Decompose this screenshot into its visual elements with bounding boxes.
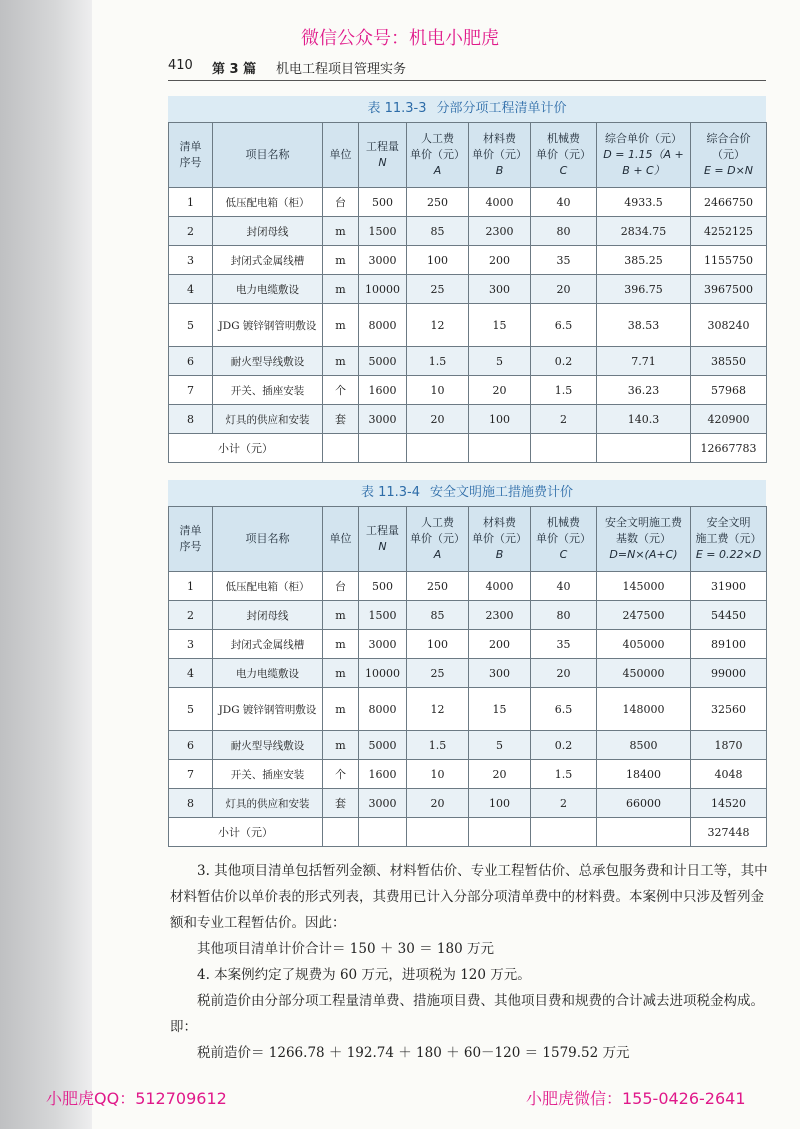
cell-name: 低压配电箱（柜） (213, 572, 323, 601)
cell-unit: 个 (323, 376, 359, 405)
cell-no: 5 (169, 688, 213, 731)
cell-total: 420900 (691, 405, 767, 434)
table-row (169, 246, 767, 275)
col-header-total: 综合合价（元） E = D×N (691, 123, 767, 188)
cell-base: 405000 (597, 630, 691, 659)
cell-unit: m (323, 731, 359, 760)
table-row (169, 405, 767, 434)
cell-empty (469, 434, 531, 463)
cell-unit: m (323, 630, 359, 659)
cell-no: 8 (169, 789, 213, 818)
cell-unit: m (323, 601, 359, 630)
cell-labor: 12 (407, 304, 469, 347)
cell-total: 57968 (691, 376, 767, 405)
col-header-safety-fee: 安全文明 施工费（元） E = 0.22×D (691, 507, 767, 572)
cell-empty (407, 434, 469, 463)
cell-total: 4252125 (691, 217, 767, 246)
cell-total: 38550 (691, 347, 767, 376)
cell-no: 4 (169, 275, 213, 304)
subtotal-value: 12667783 (691, 434, 767, 463)
cell-unit-price: 36.23 (597, 376, 691, 405)
paragraph: 税前造价＝ 1266.78 ＋ 192.74 ＋ 180 ＋ 60－120 ＝ 1579.52 万元 (197, 1045, 630, 1061)
cell-labor: 10 (407, 376, 469, 405)
table-number: 表 11.3-4 (360, 485, 421, 500)
subtotal-label: 小计（元） (169, 434, 323, 463)
cell-material: 200 (469, 246, 531, 275)
table-row (169, 760, 767, 789)
cell-labor: 10 (407, 760, 469, 789)
cell-qty: 5000 (359, 731, 407, 760)
col-header-material: 材料费 单价（元） B (469, 123, 531, 188)
col-header-no: 清单 序号 (169, 507, 213, 572)
cell-labor: 20 (407, 789, 469, 818)
cell-qty: 10000 (359, 275, 407, 304)
cell-material: 20 (469, 376, 531, 405)
subtotal-value: 327448 (691, 818, 767, 847)
table-row (169, 376, 767, 405)
cell-qty: 10000 (359, 659, 407, 688)
cell-base: 18400 (597, 760, 691, 789)
cell-total: 308240 (691, 304, 767, 347)
cell-unit: m (323, 347, 359, 376)
table-row (169, 731, 767, 760)
cell-no: 7 (169, 760, 213, 789)
cell-no: 1 (169, 572, 213, 601)
cell-unit: m (323, 275, 359, 304)
page-number: 410 (168, 58, 193, 73)
cell-base: 148000 (597, 688, 691, 731)
table-row (169, 789, 767, 818)
cell-machine: 2 (531, 789, 597, 818)
cell-empty (469, 818, 531, 847)
table-row (169, 688, 767, 731)
cell-no: 4 (169, 659, 213, 688)
cell-machine: 6.5 (531, 304, 597, 347)
chapter-title: 机电工程项目管理实务 (276, 62, 407, 77)
cell-name: 开关、插座安装 (213, 760, 323, 789)
table-row (169, 601, 767, 630)
cell-name: JDG 镀锌钢管明敷设 (213, 688, 323, 731)
cell-safety-fee: 32560 (691, 688, 767, 731)
cell-base: 8500 (597, 731, 691, 760)
table-row (169, 188, 767, 217)
cell-material: 2300 (469, 601, 531, 630)
subtotal-label: 小计（元） (169, 818, 323, 847)
cell-labor: 1.5 (407, 347, 469, 376)
cell-no: 6 (169, 347, 213, 376)
cell-total: 3967500 (691, 275, 767, 304)
cell-empty (597, 818, 691, 847)
cell-unit: 套 (323, 789, 359, 818)
table-row (169, 630, 767, 659)
cell-no: 3 (169, 630, 213, 659)
cell-material: 100 (469, 405, 531, 434)
table-number: 表 11.3-3 (367, 101, 427, 116)
cell-qty: 1600 (359, 376, 407, 405)
cell-name: 封闭式金属线槽 (213, 246, 323, 275)
cell-machine: 0.2 (531, 731, 597, 760)
cell-unit: m (323, 217, 359, 246)
cell-labor: 12 (407, 688, 469, 731)
col-header-material: 材料费 单价（元） B (469, 507, 531, 572)
cell-qty: 8000 (359, 304, 407, 347)
cell-no: 2 (169, 601, 213, 630)
paragraph: 3. 其他项目清单包括暂列金额、材料暂估价、专业工程暂估价、总承包服务费和计日工等，其中材料暂估价以单价表的形式列表，其费用已计入分部分项清单费中的材料费。本案例中只涉及暂列金额和专业工程暂估价。因此： (170, 863, 768, 931)
cell-qty: 3000 (359, 405, 407, 434)
cell-labor: 1.5 (407, 731, 469, 760)
cell-name: 耐火型导线敷设 (213, 731, 323, 760)
cell-base: 247500 (597, 601, 691, 630)
cell-machine: 6.5 (531, 688, 597, 731)
cell-empty (407, 818, 469, 847)
table-11-3-3-block (168, 96, 766, 463)
cell-labor: 25 (407, 275, 469, 304)
cell-empty (531, 818, 597, 847)
cell-no: 8 (169, 405, 213, 434)
col-header-machine: 机械费 单价（元） C (531, 507, 597, 572)
cell-qty: 5000 (359, 347, 407, 376)
table-row (169, 347, 767, 376)
cell-base: 145000 (597, 572, 691, 601)
cell-name: 耐火型导线敷设 (213, 347, 323, 376)
cell-safety-fee: 54450 (691, 601, 767, 630)
cell-empty (359, 434, 407, 463)
table-header-row (169, 123, 767, 188)
book-spine-shadow (0, 0, 92, 1129)
col-header-unit: 单位 (323, 123, 359, 188)
cell-qty: 1500 (359, 601, 407, 630)
table-row (169, 275, 767, 304)
cell-machine: 1.5 (531, 376, 597, 405)
cell-total: 1155750 (691, 246, 767, 275)
cell-labor: 100 (407, 630, 469, 659)
cell-machine: 35 (531, 246, 597, 275)
cell-material: 15 (469, 688, 531, 731)
col-header-name: 项目名称 (213, 507, 323, 572)
watermark-top: 微信公众号：机电小肥虎 (301, 28, 499, 49)
cell-machine: 0.2 (531, 347, 597, 376)
col-header-unit: 单位 (323, 507, 359, 572)
cell-name: 封闭式金属线槽 (213, 630, 323, 659)
table-caption (168, 96, 766, 122)
cell-unit-price: 7.71 (597, 347, 691, 376)
cell-unit: m (323, 304, 359, 347)
cell-unit-price: 140.3 (597, 405, 691, 434)
cell-unit: 套 (323, 405, 359, 434)
cell-qty: 1500 (359, 217, 407, 246)
cell-qty: 3000 (359, 630, 407, 659)
cell-material: 4000 (469, 188, 531, 217)
cell-qty: 3000 (359, 246, 407, 275)
cell-material: 5 (469, 347, 531, 376)
cell-machine: 40 (531, 572, 597, 601)
col-header-no: 清单 序号 (169, 123, 213, 188)
watermark-bottom-right: 小肥虎微信：155-0426-2641 (526, 1089, 746, 1108)
header-rule (168, 80, 766, 81)
cell-no: 1 (169, 188, 213, 217)
cell-material: 2300 (469, 217, 531, 246)
cell-name: 封闭母线 (213, 217, 323, 246)
cell-no: 7 (169, 376, 213, 405)
part-label: 第 3 篇 (212, 62, 257, 77)
cell-machine: 40 (531, 188, 597, 217)
col-header-labor: 人工费 单价（元） A (407, 507, 469, 572)
col-header-base: 安全文明施工费 基数（元） D=N×(A+C) (597, 507, 691, 572)
cell-unit: 台 (323, 572, 359, 601)
cell-material: 20 (469, 760, 531, 789)
cell-qty: 1600 (359, 760, 407, 789)
watermark-bottom-left: 小肥虎QQ：512709612 (46, 1089, 227, 1108)
cell-name: 灯具的供应和安装 (213, 405, 323, 434)
cell-name: 封闭母线 (213, 601, 323, 630)
cell-machine: 35 (531, 630, 597, 659)
cell-machine: 1.5 (531, 760, 597, 789)
cell-material: 4000 (469, 572, 531, 601)
cell-safety-fee: 99000 (691, 659, 767, 688)
cell-empty (531, 434, 597, 463)
cell-total: 2466750 (691, 188, 767, 217)
cell-qty: 500 (359, 188, 407, 217)
cell-empty (597, 434, 691, 463)
cell-unit-price: 38.53 (597, 304, 691, 347)
cell-safety-fee: 14520 (691, 789, 767, 818)
cell-unit: 个 (323, 760, 359, 789)
cell-material: 200 (469, 630, 531, 659)
cell-name: 电力电缆敷设 (213, 275, 323, 304)
cell-labor: 85 (407, 601, 469, 630)
cell-machine: 20 (531, 659, 597, 688)
cell-no: 5 (169, 304, 213, 347)
cell-name: JDG 镀锌钢管明敷设 (213, 304, 323, 347)
cell-material: 300 (469, 659, 531, 688)
cell-unit: m (323, 659, 359, 688)
col-header-unit-price: 综合单价（元） D = 1.15（A + B + C） (597, 123, 691, 188)
paragraph: 税前造价由分部分项工程量清单费、措施项目费、其他项目费和规费的合计减去进项税金构成。即： (170, 993, 764, 1035)
cell-base: 450000 (597, 659, 691, 688)
table-header-row (169, 507, 767, 572)
table-row (169, 217, 767, 246)
cell-unit-price: 2834.75 (597, 217, 691, 246)
col-header-machine: 机械费 单价（元） C (531, 123, 597, 188)
table-11-3-4 (168, 506, 767, 847)
cell-empty (323, 434, 359, 463)
cell-machine: 80 (531, 217, 597, 246)
body-text (170, 858, 770, 1066)
cell-name: 开关、插座安装 (213, 376, 323, 405)
table-title: 分部分项工程清单计价 (436, 101, 567, 116)
col-header-name: 项目名称 (213, 123, 323, 188)
cell-labor: 250 (407, 572, 469, 601)
cell-labor: 100 (407, 246, 469, 275)
table-title: 安全文明施工措施费计价 (430, 485, 574, 500)
cell-no: 6 (169, 731, 213, 760)
col-header-labor: 人工费 单价（元） A (407, 123, 469, 188)
cell-machine: 2 (531, 405, 597, 434)
subtotal-row (169, 434, 767, 463)
cell-no: 3 (169, 246, 213, 275)
table-11-3-4-block (168, 480, 766, 847)
cell-name: 灯具的供应和安装 (213, 789, 323, 818)
cell-unit: m (323, 688, 359, 731)
subtotal-row (169, 818, 767, 847)
cell-safety-fee: 89100 (691, 630, 767, 659)
table-caption (168, 480, 766, 506)
cell-safety-fee: 1870 (691, 731, 767, 760)
cell-no: 2 (169, 217, 213, 246)
table-row (169, 659, 767, 688)
cell-machine: 80 (531, 601, 597, 630)
col-header-qty: 工程量 N (359, 123, 407, 188)
cell-unit: m (323, 246, 359, 275)
cell-safety-fee: 31900 (691, 572, 767, 601)
cell-labor: 25 (407, 659, 469, 688)
cell-name: 电力电缆敷设 (213, 659, 323, 688)
cell-material: 100 (469, 789, 531, 818)
cell-name: 低压配电箱（柜） (213, 188, 323, 217)
paragraph: 4. 本案例约定了规费为 60 万元，进项税为 120 万元。 (197, 967, 531, 983)
cell-base: 66000 (597, 789, 691, 818)
table-11-3-3 (168, 122, 767, 463)
cell-labor: 250 (407, 188, 469, 217)
cell-qty: 500 (359, 572, 407, 601)
cell-unit-price: 396.75 (597, 275, 691, 304)
paragraph: 其他项目清单计价合计＝ 150 ＋ 30 ＝ 180 万元 (197, 941, 494, 957)
table-row (169, 572, 767, 601)
cell-labor: 20 (407, 405, 469, 434)
col-header-qty: 工程量 N (359, 507, 407, 572)
cell-empty (359, 818, 407, 847)
cell-labor: 85 (407, 217, 469, 246)
cell-qty: 3000 (359, 789, 407, 818)
cell-unit: 台 (323, 188, 359, 217)
cell-unit-price: 385.25 (597, 246, 691, 275)
cell-qty: 8000 (359, 688, 407, 731)
table-row (169, 304, 767, 347)
cell-material: 15 (469, 304, 531, 347)
cell-empty (323, 818, 359, 847)
cell-safety-fee: 4048 (691, 760, 767, 789)
cell-material: 300 (469, 275, 531, 304)
cell-unit-price: 4933.5 (597, 188, 691, 217)
cell-material: 5 (469, 731, 531, 760)
cell-machine: 20 (531, 275, 597, 304)
